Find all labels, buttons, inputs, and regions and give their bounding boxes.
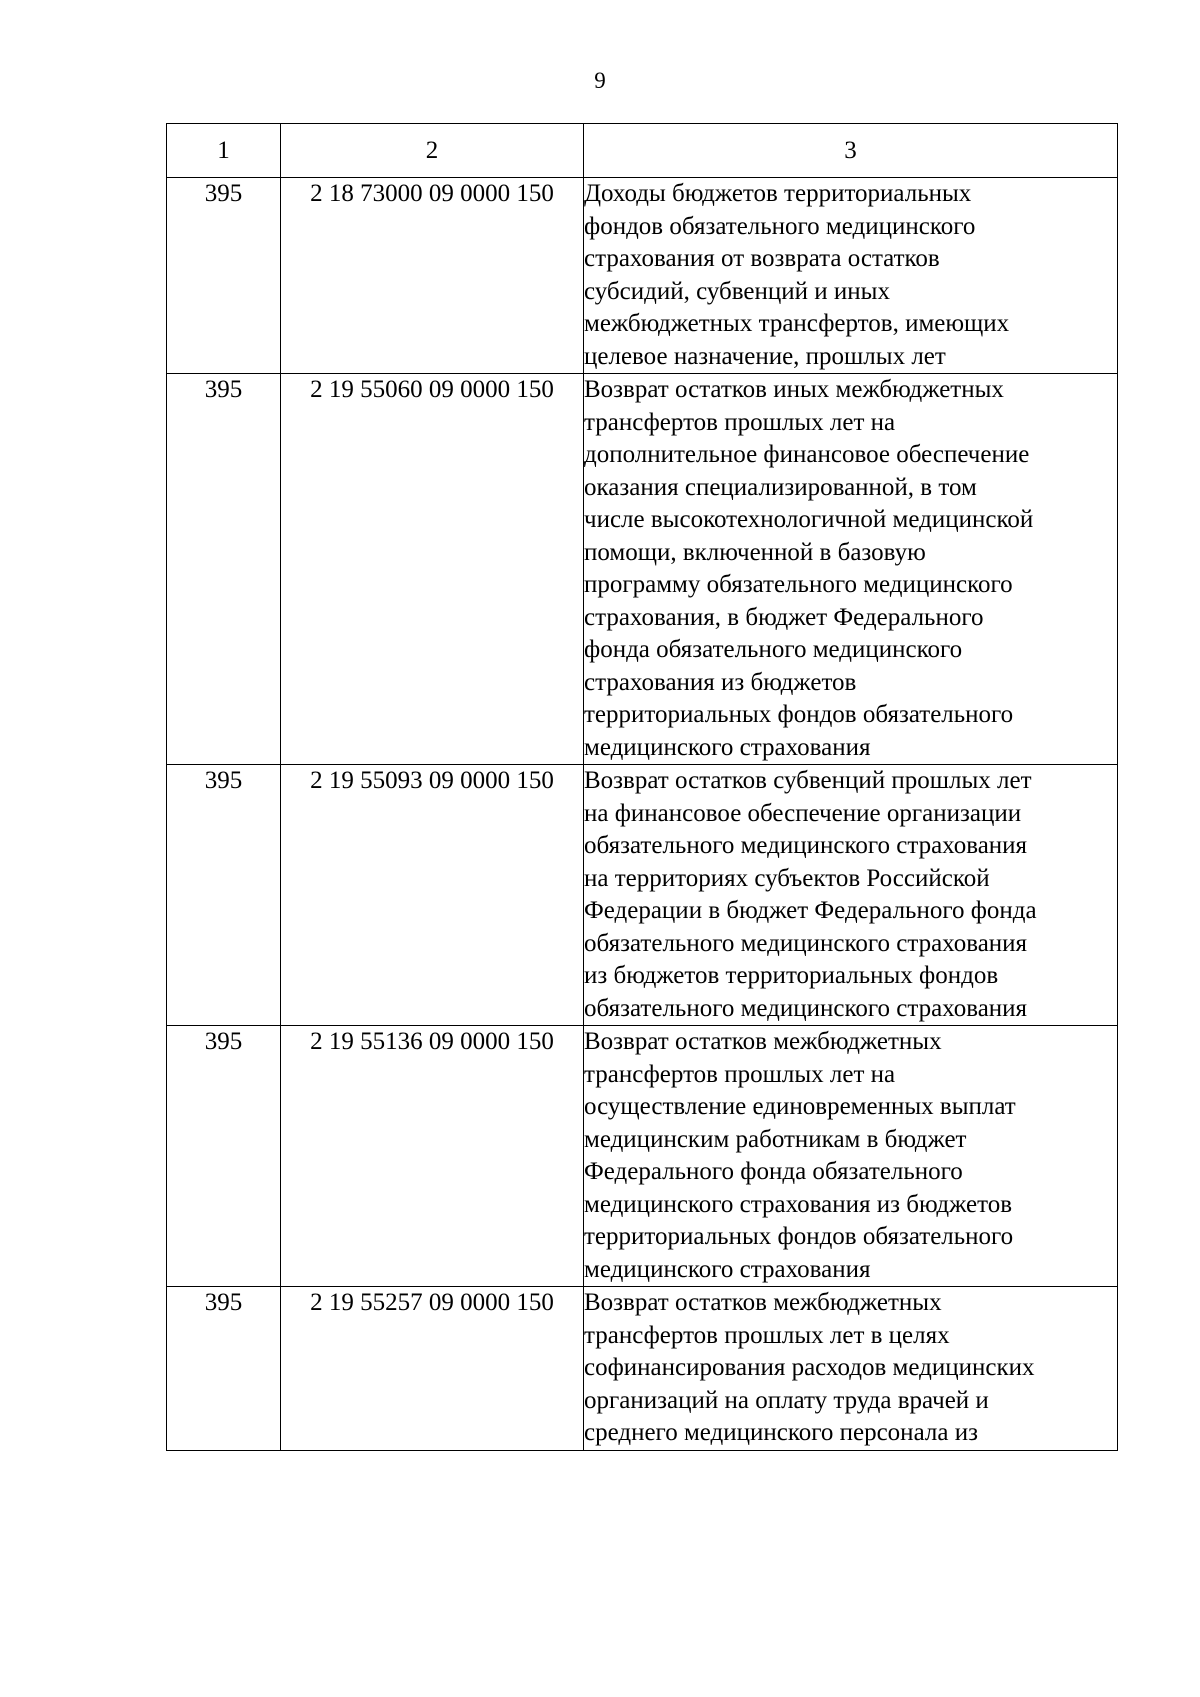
admin-code-cell: 395 — [167, 374, 281, 765]
description-line: Возврат остатков межбюджетных — [584, 1289, 942, 1316]
description-line: программу обязательного медицинского — [584, 571, 1013, 598]
description-cell — [584, 178, 1118, 374]
description-line: дополнительное финансовое обеспечение — [584, 441, 1030, 468]
description-line: трансфертов прошлых лет на — [584, 1060, 896, 1088]
description-line: целевое назначение, прошлых лет — [584, 342, 946, 370]
description-line: фондов обязательного медицинского — [584, 212, 976, 240]
description-line: медицинского страхования — [584, 733, 871, 761]
description-line: обязательного медицинского страхования — [584, 929, 1028, 957]
description-line: среднего медицинского персонала из — [584, 1419, 978, 1446]
description-line: медицинского страхования — [584, 1255, 871, 1283]
header-col-1: 1 — [167, 124, 281, 178]
description-line: Федерального фонда обязательного — [584, 1158, 963, 1185]
description-line: обязательного медицинского страхования — [584, 994, 1028, 1022]
description-line: фонда обязательного медицинского — [584, 636, 963, 663]
table-row — [167, 374, 1118, 765]
admin-code-cell: 395 — [167, 1287, 281, 1451]
budget-codes-table — [166, 123, 1118, 1451]
description-line: числе высокотехнологичной медицинской — [584, 506, 1034, 533]
description-line: трансфертов прошлых лет на — [584, 408, 896, 436]
description-line: осуществление единовременных выплат — [584, 1093, 1016, 1120]
description-line: медицинского страхования из бюджетов — [584, 1190, 1013, 1218]
header-col-3: 3 — [584, 124, 1118, 178]
description-line: медицинским работникам в бюджет — [584, 1125, 967, 1153]
description-line: Возврат остатков межбюджетных — [584, 1028, 942, 1055]
description-cell — [584, 1287, 1118, 1451]
admin-code-cell: 395 — [167, 178, 281, 374]
description-line: территориальных фондов обязательного — [584, 1223, 1014, 1250]
description-line: Возврат остатков иных межбюджетных — [584, 376, 1004, 403]
description-line: межбюджетных трансфертов, имеющих — [584, 310, 1010, 337]
description-line: софинансирования расходов медицинских — [584, 1354, 1035, 1381]
table-row — [167, 1026, 1118, 1287]
description-line: обязательного медицинского страхования — [584, 832, 1028, 859]
description-cell — [584, 374, 1118, 765]
admin-code-cell: 395 — [167, 765, 281, 1026]
budget-code-cell: 2 19 55060 09 0000 150 — [281, 374, 584, 765]
description-line: оказания специализированной, в том — [584, 473, 977, 501]
description-line: помощи, включенной в базовую — [584, 538, 926, 566]
description-line: Возврат остатков субвенций прошлых лет — [584, 767, 1032, 794]
description-line: из бюджетов территориальных фондов — [584, 962, 999, 989]
table-row — [167, 765, 1118, 1026]
table-row — [167, 178, 1118, 374]
description-line: территориальных фондов обязательного — [584, 701, 1014, 728]
budget-code-cell: 2 19 55136 09 0000 150 — [281, 1026, 584, 1287]
header-col-2: 2 — [281, 124, 584, 178]
description-cell — [584, 765, 1118, 1026]
description-line: Доходы бюджетов территориальных — [584, 180, 972, 207]
description-line: трансфертов прошлых лет в целях — [584, 1321, 950, 1349]
description-line: Федерации в бюджет Федерального фонда — [584, 897, 1037, 924]
description-line: на территориях субъектов Российской — [584, 864, 990, 892]
budget-code-cell: 2 19 55257 09 0000 150 — [281, 1287, 584, 1451]
description-cell — [584, 1026, 1118, 1287]
description-line: организаций на оплату труда врачей и — [584, 1386, 989, 1414]
budget-code-cell: 2 19 55093 09 0000 150 — [281, 765, 584, 1026]
table-header — [167, 124, 1118, 178]
table-body — [167, 178, 1118, 1451]
table-row — [167, 1287, 1118, 1451]
admin-code-cell: 395 — [167, 1026, 281, 1287]
description-line: на финансовое обеспечение организации — [584, 799, 1022, 827]
description-line: страхования, в бюджет Федерального — [584, 603, 984, 631]
description-line: страхования из бюджетов — [584, 668, 857, 696]
budget-code-cell: 2 18 73000 09 0000 150 — [281, 178, 584, 374]
description-line: субсидий, субвенций и иных — [584, 277, 890, 305]
page-number: 9 — [594, 68, 606, 93]
description-line: страхования от возврата остатков — [584, 245, 940, 272]
header-row — [167, 124, 1118, 178]
